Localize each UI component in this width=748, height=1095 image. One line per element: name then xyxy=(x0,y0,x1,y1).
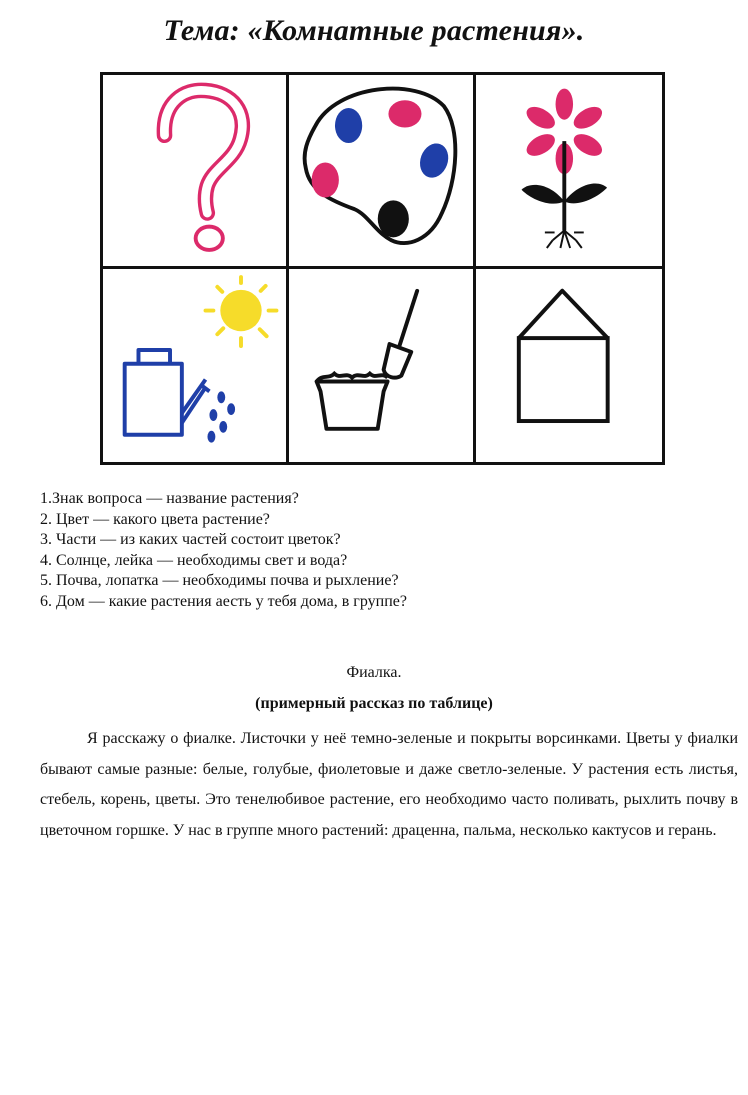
story-subtitle: (примерный рассказ по таблице) xyxy=(255,695,493,712)
question-item: 6. Дом — какие растения аесть у тебя дома, в группе? xyxy=(40,592,407,610)
cell-house xyxy=(476,269,662,463)
flower-icon xyxy=(476,75,662,266)
house-icon xyxy=(476,269,662,463)
palette-icon xyxy=(289,75,472,266)
question-item: 2. Цвет — какого цвета растение? xyxy=(40,510,270,528)
question-item: 4. Солнце, лейка — необходимы свет и вода? xyxy=(40,551,348,569)
question-list xyxy=(40,489,407,612)
question-mark-icon xyxy=(103,75,286,266)
cell-flower xyxy=(476,75,662,269)
story-title: Фиалка. xyxy=(346,664,402,681)
cell-sun-watering-can xyxy=(103,269,289,463)
page-title: Тема: «Комнатные растения». xyxy=(163,14,585,47)
cell-palette xyxy=(289,75,475,269)
cell-question xyxy=(103,75,289,269)
question-item: 1.Знак вопроса — название растения? xyxy=(40,490,299,507)
shovel-pot-icon xyxy=(289,269,472,463)
story-text: Я расскажу о фиалке. Листочки у неё темно-зеленые и покрыты ворсинками. Цветы у фиалки бывают самые разные: белые, голубые, фиолетовые и даже светло-зеленые. У растения есть листья, стебель, корень, цветы. Это тенелюбивое растение, его необходимо часто поливать, рыхлить почву в цветочном горшке. У нас в группе много растений: драценна, пальма, несколько кактусов и герань. xyxy=(40,730,738,839)
sun-watering-can-icon xyxy=(103,269,286,463)
cell-shovel-pot xyxy=(289,269,475,463)
question-item: 5. Почва, лопатка — необходимы почва и рыхление? xyxy=(40,572,399,589)
picture-table xyxy=(100,72,665,465)
question-item: 3. Части — из каких частей состоит цветок? xyxy=(40,531,341,548)
